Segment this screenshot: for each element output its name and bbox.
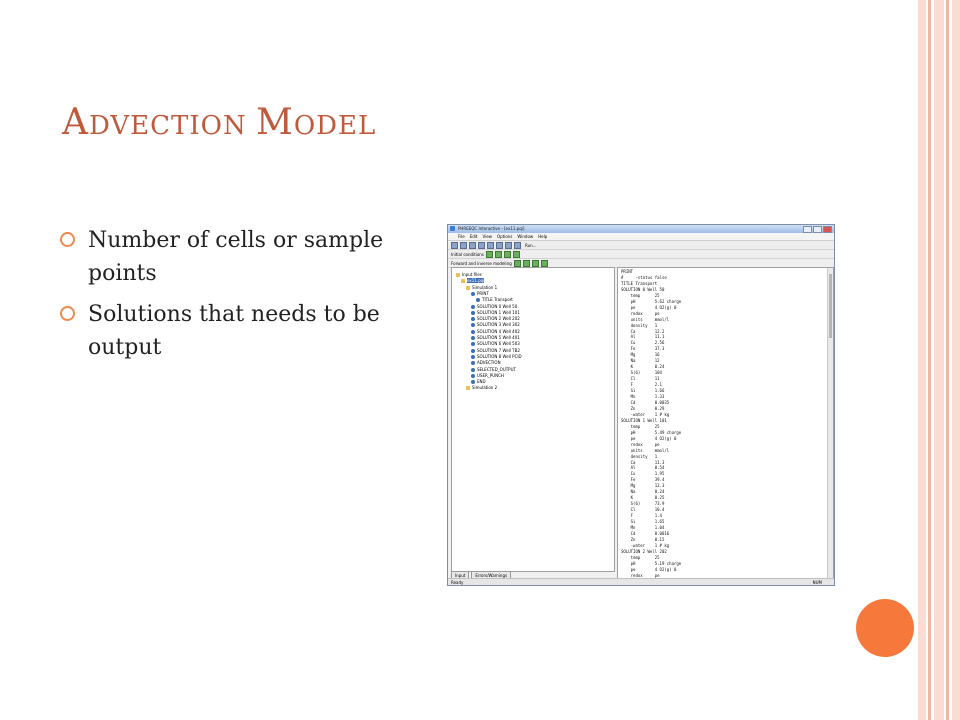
tree-item-label: Simulation 1 [472,284,498,290]
tree-item[interactable] [461,278,484,283]
app-statusbar [448,578,834,585]
code-line: Al 0.54 [621,465,665,471]
bullet-text: Number of cells or sample points [88,228,384,286]
tree-item[interactable] [471,348,520,353]
tree-item-label: SOLUTION 1 Well 101 [477,309,520,315]
code-line: F 1.4 [621,513,662,519]
exchange-icon[interactable] [504,251,511,258]
code-line: pH 5.62 charge [621,298,682,304]
surface-icon[interactable] [513,251,520,258]
code-line: PRINT [621,269,634,274]
tree-item[interactable] [471,310,520,315]
folder-icon [466,286,470,290]
code-line: pe 4 O2(g) 0 [621,304,677,310]
code-line: Si 1.65 [621,519,665,525]
tab-input[interactable]: Input [451,571,469,580]
code-line: Na 12 [621,358,660,364]
tree-item[interactable] [471,291,489,296]
window-controls [803,226,832,233]
close-icon[interactable] [823,226,832,233]
advection-icon[interactable] [532,260,539,267]
code-line: TITLE Transport [621,280,658,286]
input-editor-pane[interactable] [617,267,834,580]
scrollbar-thumb[interactable] [829,274,832,338]
tree-item-label: TITLE Transport [482,297,513,303]
input-tree-pane[interactable] [451,267,615,572]
initial-conditions-bar [448,250,834,259]
code-line: pH 5.19 charge [621,560,682,566]
tree-item-label: SOLUTION 5 Well 401 [477,335,520,340]
tree-item-label: SOLUTION 2 Well 202 [477,316,520,322]
code-line: Cu 2.56 [621,340,665,346]
tree-item-label: SOLUTION 3 Well 302 [477,322,520,328]
code-line: Cl 10.4 [621,507,665,513]
code-line: -water 1 # kg [621,542,670,548]
tree-item-label: SOLUTION 0 Well 50 [477,303,518,309]
code-line: # -status false [621,274,667,280]
inverse-icon[interactable] [541,260,548,267]
keyword-icon [471,349,475,353]
code-line: Zn 0.15 [621,536,665,542]
tree-item-label: ex11.pqi [467,278,485,284]
code-line: SOLUTION 1 Well 101 [621,417,667,423]
code-line: SOLUTION 0 Well 50 [621,286,665,292]
tree-item[interactable] [471,367,516,372]
minimize-icon[interactable] [803,226,812,233]
code-line: Ca 12.2 [621,328,665,334]
new-file-icon[interactable] [451,242,458,249]
tree-item[interactable] [456,272,482,277]
code-line: pe 4 O2(g) 0 [621,566,677,572]
keyword-icon [471,361,475,365]
code-line: Cd 0.0016 [621,530,670,536]
menu-file[interactable]: File [458,234,465,239]
code-line: temp 25 [621,554,660,560]
code-line: -water 1 # kg [621,411,670,417]
editor-scrollbar[interactable] [827,268,833,579]
input-code-text[interactable] [621,269,681,585]
folder-icon [466,386,470,390]
keyword-icon [471,380,475,384]
title-initial-m: M [255,102,294,143]
folder-icon [456,273,460,277]
tree-item-label: SOLUTION 8 Well PCID [477,353,522,359]
keyword-icon [471,330,475,334]
bullet-text: Solutions that needs to be output [88,302,380,360]
title-initial-a: A [62,102,89,143]
tree-item-label: Simulation 2 [472,385,498,391]
code-line: density 1 [621,322,658,328]
title-rest-1: DVECTION [89,111,256,141]
code-line: pH 5.49 charge [621,429,682,435]
tree-item[interactable] [471,322,520,327]
tree-item[interactable] [471,341,520,346]
find-icon[interactable] [514,242,521,249]
code-line: Cd 0.0035 [621,399,670,405]
tree-item-label: ADVECTION [477,360,501,366]
code-line: Al 11.1 [621,334,665,340]
solution-icon[interactable] [486,251,493,258]
status-ready: Ready [451,580,464,585]
tree-item[interactable] [471,329,520,334]
embedded-app-screenshot [447,224,835,586]
keyword-icon [471,311,475,315]
cut-icon[interactable] [478,242,485,249]
bullet-item [60,224,410,290]
code-line: Na 0.24 [621,489,665,495]
code-line: temp 25 [621,292,660,298]
code-line: K 0.24 [621,364,665,370]
save-icon[interactable] [469,242,476,249]
code-line: F 2.1 [621,382,662,388]
tree-item-label: USER_PUNCH [477,372,504,378]
keyword-icon [471,342,475,346]
code-line: Mn 1.33 [621,394,665,400]
tree-item-label: SOLUTION 6 Well 503 [477,341,520,347]
app-toolbar [448,241,834,250]
code-line: Cu 1.95 [621,471,665,477]
equilibrium-icon[interactable] [495,251,502,258]
slide-title [62,102,376,143]
initial-conditions-label: Initial conditions [451,251,484,257]
print-icon[interactable] [505,242,512,249]
open-file-icon[interactable] [460,242,467,249]
keyword-icon [471,368,475,372]
folder-icon [461,279,465,283]
code-line: K 0.25 [621,495,665,501]
tree-item-label: END [477,379,486,385]
tree-item-label: SOLUTION 4 Well 402 [477,328,520,334]
bullet-list [60,224,410,372]
code-line: redox pe [621,572,660,578]
bullet-item [60,298,410,364]
decorative-orange-circle [856,599,914,657]
menu-help[interactable]: Help [538,234,548,239]
code-line: S(6) 73.9 [621,501,665,507]
tree-item[interactable] [471,354,522,359]
forward-modeling-label: Forward and inverse modeling [451,260,512,266]
keyword-icon [471,336,475,340]
decorative-stripes [918,0,960,720]
status-num: NUM [812,580,822,585]
tree-item[interactable] [471,379,486,384]
menu-edit[interactable]: Edit [469,234,478,239]
keyword-icon [476,298,480,302]
tree-item[interactable] [476,297,513,302]
keyword-icon [471,374,475,378]
code-line: units mmol/l [621,447,670,453]
tree-item[interactable] [466,385,497,390]
tab-errors-warnings[interactable]: Errors/Warnings [471,571,511,580]
run-button[interactable]: Run... [525,242,537,248]
code-line: units mmol/l [621,316,670,322]
code-line: Fe 37.3 [621,346,665,352]
tree-item-label: PRINT [477,290,489,296]
code-line: S(6) 104 [621,370,662,376]
keyword-icon [471,355,475,359]
code-line: Fe 39.4 [621,477,665,483]
menu-window[interactable]: Window [517,234,534,239]
paste-icon[interactable] [496,242,503,249]
copy-icon[interactable] [487,242,494,249]
app-window-title: PHREEQC Interactive - [ex11.pqi] [458,226,525,231]
menu-options[interactable]: Options [496,234,513,239]
transport-icon[interactable] [523,260,530,267]
menu-view[interactable]: View [482,234,492,239]
app-menubar [448,233,834,241]
tree-item-label: Input files [462,272,482,277]
tree-item[interactable] [471,335,520,340]
code-line: SOLUTION 2 Well 202 [621,548,667,554]
code-line: Mg 12.3 [621,483,665,489]
code-line: redox pe [621,441,660,447]
app-logo-icon [450,226,455,231]
code-line: pe 4 O2(g) 0 [621,435,677,441]
code-line: Ca 11.3 [621,459,665,465]
reaction-icon[interactable] [514,260,521,267]
code-line: Mn 1.04 [621,524,665,530]
keyword-icon [471,305,475,309]
code-line: Si 1.66 [621,388,665,394]
tree-item[interactable] [471,373,504,378]
code-line: temp 25 [621,423,660,429]
keyword-icon [471,317,475,321]
code-line: redox pe [621,310,660,316]
keyword-icon [471,323,475,327]
tree-item[interactable] [466,285,497,290]
keyword-icon [471,292,475,296]
tree-item[interactable] [471,360,501,365]
code-line: Mg 16 [621,352,660,358]
title-rest-2: ODEL [293,111,377,141]
bullet-circle-icon [60,306,75,321]
code-line: density 1 [621,453,658,459]
tree-item[interactable] [471,316,520,321]
app-titlebar [448,225,834,233]
code-line: Cl 11 [621,376,660,382]
bullet-circle-icon [60,232,75,247]
maximize-icon[interactable] [813,226,822,233]
tree-item[interactable] [471,304,517,309]
code-line: Zn 0.29 [621,405,665,411]
tree-item-label: SELECTED_OUTPUT [477,366,516,372]
tree-item-label: SOLUTION 7 Well TB2 [477,347,520,353]
